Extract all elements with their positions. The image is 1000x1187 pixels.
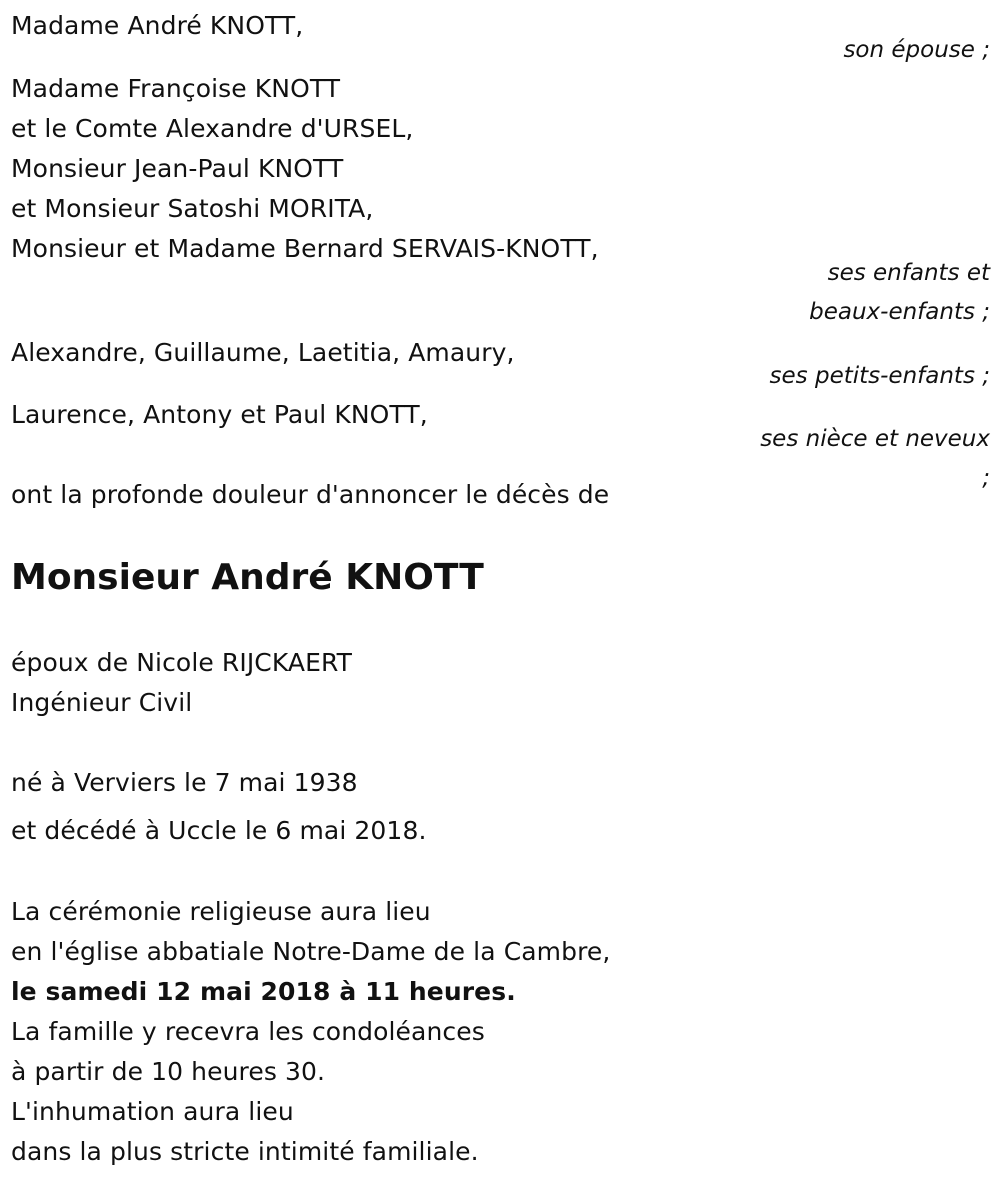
ceremony-line-1: La cérémonie religieuse aura lieu: [11, 897, 431, 926]
ceremony-line-5: à partir de 10 heures 30.: [11, 1057, 326, 1086]
children-role-line1: ses enfants et: [827, 260, 990, 286]
ceremony-line-6: L'inhumation aura lieu: [11, 1097, 294, 1126]
nieces-nephews-role-line1: ses nièce et neveux: [760, 426, 990, 452]
child-name-3: Monsieur Jean-Paul KNOTT: [11, 154, 344, 183]
child-name-1: Madame Françoise KNOTT: [11, 74, 341, 103]
child-name-4: et Monsieur Satoshi MORITA,: [11, 194, 374, 223]
spouse-line: époux de Nicole RIJCKAERT: [11, 648, 353, 677]
announcement-text: ont la profonde douleur d'annoncer le décès de: [11, 480, 610, 509]
child-name-2: et le Comte Alexandre d'URSEL,: [11, 114, 414, 143]
ceremony-line-7: dans la plus stricte intimité familiale.: [11, 1137, 479, 1166]
ceremony-date-time: le samedi 12 mai 2018 à 11 heures.: [11, 977, 516, 1006]
children-role-line2: beaux-enfants ;: [809, 299, 990, 325]
grandchildren-names: Alexandre, Guillaume, Laetitia, Amaury,: [11, 338, 515, 367]
wife-role: [843, 35, 990, 65]
nieces-nephews-role-line2: ;: [982, 465, 990, 491]
ceremony-line-2: en l'église abbatiale Notre-Dame de la Cambre,: [11, 937, 611, 966]
grandchildren-role: ses petits-enfants ;: [769, 363, 990, 389]
death-line: et décédé à Uccle le 6 mai 2018.: [11, 816, 427, 845]
birth-line: né à Verviers le 7 mai 1938: [11, 768, 358, 797]
wife-name: Madame André KNOTT,: [11, 11, 304, 40]
profession-line: Ingénieur Civil: [11, 688, 193, 717]
deceased-name: Monsieur André KNOTT: [11, 557, 484, 598]
child-name-5: Monsieur et Madame Bernard SERVAIS-KNOTT,: [11, 234, 599, 263]
nieces-nephews-names: Laurence, Antony et Paul KNOTT,: [11, 400, 428, 429]
ceremony-line-4: La famille y recevra les condoléances: [11, 1017, 485, 1046]
wife-role-text: son épouse ;: [843, 37, 990, 63]
